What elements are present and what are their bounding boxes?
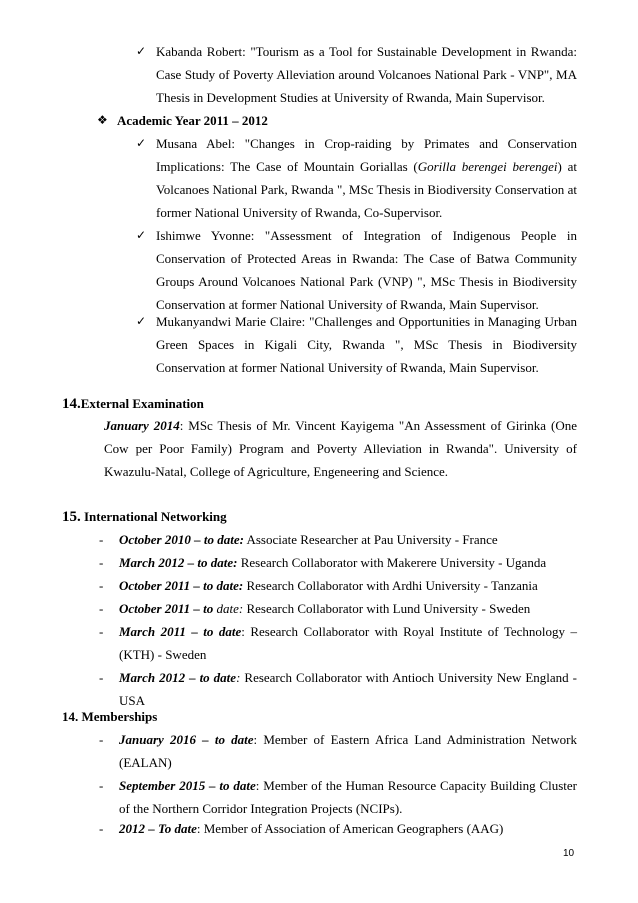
membership-item xyxy=(119,817,577,840)
thesis-item-mukanyandwi: Mukanyandwi Marie Claire: "Challenges and Opportunities in Managing Urban Green Spaces in Kigali City, Rwanda ", MSc Thesis in Biodiversity Conservation at former National University of Rwanda, Main Supervisor. xyxy=(156,314,577,375)
item-text: : Member of Eastern Africa Land Administration Network (EALAN) xyxy=(119,732,577,770)
dash-bullet: - xyxy=(99,821,104,836)
item-date: March 2012 – to date xyxy=(119,670,237,685)
dash-bullet: - xyxy=(99,624,104,639)
musana-text-b: ) at Volcanoes National Park, Rwanda ", MSc Thesis in Biodiversity Conservation at former National University of Rwanda, Co-Supervisor. xyxy=(156,159,577,220)
dash-bullet: - xyxy=(99,670,104,685)
item-text: Research Collaborator with Makerere University - Uganda xyxy=(237,555,547,570)
dash-bullet: - xyxy=(99,601,104,616)
item-date: March 2011 – to date xyxy=(119,624,242,639)
networking-item xyxy=(119,620,577,666)
checkmark-icon: ✓ xyxy=(136,44,147,58)
item-date-tail: date: xyxy=(213,601,244,616)
membership-item xyxy=(119,728,577,774)
item-date: October 2010 – to date: xyxy=(119,532,244,547)
networking-item xyxy=(119,597,577,620)
exam-description: : MSc Thesis of Mr. Vincent Kayigema "An Assessment of Girinka (One Cow per Poor Family) Program and Poverty Alleviation in Rwanda". University of Kwazulu-Natal, College of Agriculture, Engeneering and Science. xyxy=(104,418,577,479)
external-exam-heading xyxy=(62,392,204,416)
item-text: Research Collaborator with Lund University - Sweden xyxy=(243,601,531,616)
musana-text-a: Musana Abel: "Changes in Crop-raiding by Primates and Conservation Implications: The Case of Mountain Goriallas ( xyxy=(156,136,577,174)
networking-item xyxy=(119,528,577,551)
dash-bullet: - xyxy=(99,555,104,570)
thesis-item-kabanda: Kabanda Robert: "Tourism as a Tool for Sustainable Development in Rwanda: Case Study of Poverty Alleviation around Volcanoes National Park - VNP", MA Thesis in Development Studies at University of Rwanda, Main Supervisor. xyxy=(156,44,577,105)
item-date: October 2011 – to date: xyxy=(119,578,244,593)
item-date: March 2012 – to date: xyxy=(119,555,238,570)
academic-year-heading: Academic Year 2011 – 2012 xyxy=(117,113,268,128)
dash-bullet: - xyxy=(99,532,104,547)
item-date: September 2015 – to date xyxy=(119,778,256,793)
external-exam-text xyxy=(104,414,577,483)
section-title: External Examination xyxy=(80,396,204,411)
memberships-heading: 14. Memberships xyxy=(62,709,158,724)
item-text: : Member of Association of American Geographers (AAG) xyxy=(196,821,504,836)
checkmark-icon: ✓ xyxy=(136,314,147,328)
networking-item xyxy=(119,551,577,574)
exam-date: January 2014 xyxy=(104,418,180,433)
section-number: 14. xyxy=(62,396,81,412)
section-number: 15. xyxy=(62,509,81,525)
thesis-item-musana xyxy=(156,132,577,224)
item-colon: : xyxy=(241,624,245,639)
checkmark-icon: ✓ xyxy=(136,136,147,150)
item-date: January 2016 – to date xyxy=(119,732,254,747)
membership-item xyxy=(119,774,577,820)
item-text: Research Collaborator with Antioch University New England - USA xyxy=(119,670,577,708)
thesis-item-ishimwe: Ishimwe Yvonne: "Assessment of Integration of Indigenous People in Conservation of Protected Areas in Rwanda: The Case of Batwa Community Groups Around Volcanoes National Park (VNP) ", MSc Thesis in Biodiversity Conservation at former National University of Rwanda, Main Supervisor. xyxy=(156,228,577,312)
species-name: Gorilla berengei berengei xyxy=(417,159,558,174)
item-text: Associate Researcher at Pau University - France xyxy=(243,532,498,547)
section-title: International Networking xyxy=(84,509,227,524)
networking-item xyxy=(119,666,577,712)
dash-bullet: - xyxy=(99,578,104,593)
networking-item xyxy=(119,574,577,597)
item-colon: : xyxy=(236,670,241,685)
item-text: : Member of the Human Resource Capacity Building Cluster of the Northern Corridor Integration Projects (NCIPs). xyxy=(119,778,577,816)
checkmark-icon: ✓ xyxy=(136,228,147,242)
item-text: Research Collaborator with Ardhi University - Tanzania xyxy=(243,578,538,593)
diamond-bullet-icon: ❖ xyxy=(97,113,108,127)
item-text: Research Collaborator with Royal Institute of Technology – (KTH) - Sweden xyxy=(119,624,577,662)
item-date: October 2011 – to xyxy=(119,601,214,616)
dash-bullet: - xyxy=(99,778,104,793)
dash-bullet: - xyxy=(99,732,104,747)
item-date: 2012 – To date xyxy=(119,821,197,836)
networking-heading xyxy=(62,505,227,529)
page-number: 10 xyxy=(563,848,575,859)
